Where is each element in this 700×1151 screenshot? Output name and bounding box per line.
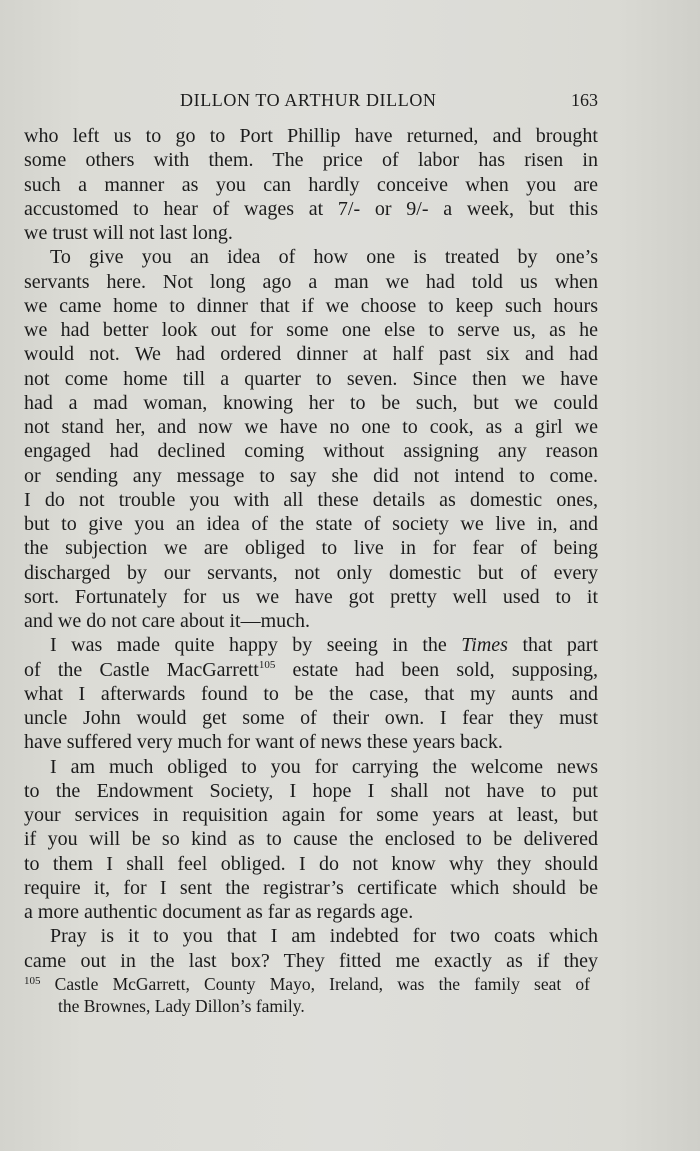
text-line-18: the subjection we are obliged to live in for fear of being <box>24 537 598 560</box>
text-line-6: To give you an idea of how one is treated by one’s <box>50 246 598 269</box>
text-line-31: to them I shall feel obliged. I do not know why they should <box>24 852 598 875</box>
text-line-15: or sending any message to say she did not intend to come. <box>24 464 598 487</box>
text-line-13: not stand her, and now we have no one to cook, as a girl we <box>24 416 598 438</box>
text-line-22-end: that part <box>507 634 598 657</box>
text-line-14: engaged had declined coming without assigning any reason <box>24 440 598 463</box>
text-line-7: servants here. Not long ago a man we had told us when <box>24 270 598 293</box>
text-line-5: we trust will not last long. <box>24 222 233 244</box>
text-line-32: require it, for I sent the registrar’s certificate which should be <box>24 876 598 899</box>
running-title: DILLON TO ARTHUR DILLON <box>180 90 437 110</box>
text-line-8: we came home to dinner that if we choose to keep such hours <box>24 294 598 317</box>
text-line-3: such a manner as you can hardly conceive when you are <box>24 173 598 196</box>
text-line-25: uncle John would get some of their own. I fear they must <box>24 707 598 729</box>
letter-body-text <box>24 124 598 973</box>
text-line-19: discharged by our servants, not only domestic but of every <box>24 561 598 584</box>
text-line-4: accustomed to hear of wages at 7/- or 9/- a week, but this <box>24 197 598 220</box>
text-line-21: and we do not care about it—much. <box>24 610 311 632</box>
text-line-35: came out in the last box? They fitted me exactly as if they <box>24 949 598 972</box>
page-number: 163 <box>571 90 598 110</box>
text-line-11: not come home till a quarter to seven. Since then we have <box>24 367 598 390</box>
footnote-marker: 105 <box>24 975 41 987</box>
text-line-22 <box>24 633 598 657</box>
text-line-23-start: of the Castle MacGarrett <box>24 658 259 681</box>
text-line-1: who left us to go to Port Phillip have returned, and brought <box>24 125 598 147</box>
footnote-line-2: the Brownes, Lady Dillon’s family. <box>58 996 305 1016</box>
text-line-16: I do not trouble you with all these details as domestic ones, <box>24 488 598 511</box>
text-line-9: we had better look out for some one else to serve us, as he <box>24 319 598 341</box>
text-line-23-end: estate had been sold, supposing, <box>275 658 598 681</box>
text-line-34: Pray is it to you that I am indebted for two coats which <box>50 925 598 948</box>
footnote-reference-105: 105 <box>258 658 276 671</box>
text-line-24: what I afterwards found to be the case, that my aunts and <box>24 682 598 705</box>
text-line-22-start: I was made quite happy by seeing in the <box>50 634 462 657</box>
text-line-20: sort. Fortunately for us we have got pretty well used to it <box>24 585 598 608</box>
text-line-23 <box>24 658 598 682</box>
text-line-30: if you will be so kind as to cause the enclosed to be delivered <box>24 828 598 851</box>
text-line-12: had a mad woman, knowing her to be such, but we could <box>24 391 598 414</box>
times-newspaper-title: Times <box>461 634 508 657</box>
text-line-29: your services in requisition again for some years at least, but <box>24 804 598 826</box>
text-line-2: some others with them. The price of labor has risen in <box>24 149 598 172</box>
footnote-105 <box>24 973 590 1017</box>
footnote-text-1: Castle McGarrett, County Mayo, Ireland, was the family seat of <box>40 974 590 994</box>
text-line-33: a more authentic document as far as regards age. <box>24 901 414 923</box>
text-line-27: I am much obliged to you for carrying the welcome news <box>50 755 598 778</box>
footnote-line-1 <box>24 973 590 995</box>
text-line-28: to the Endowment Society, I hope I shall not have to put <box>24 779 598 802</box>
text-line-10: would not. We had ordered dinner at half past six and had <box>24 343 598 366</box>
text-line-17: but to give you an idea of the state of society we live in, and <box>24 513 598 535</box>
running-head <box>24 90 598 114</box>
text-line-26: have suffered very much for want of news these years back. <box>24 731 503 754</box>
